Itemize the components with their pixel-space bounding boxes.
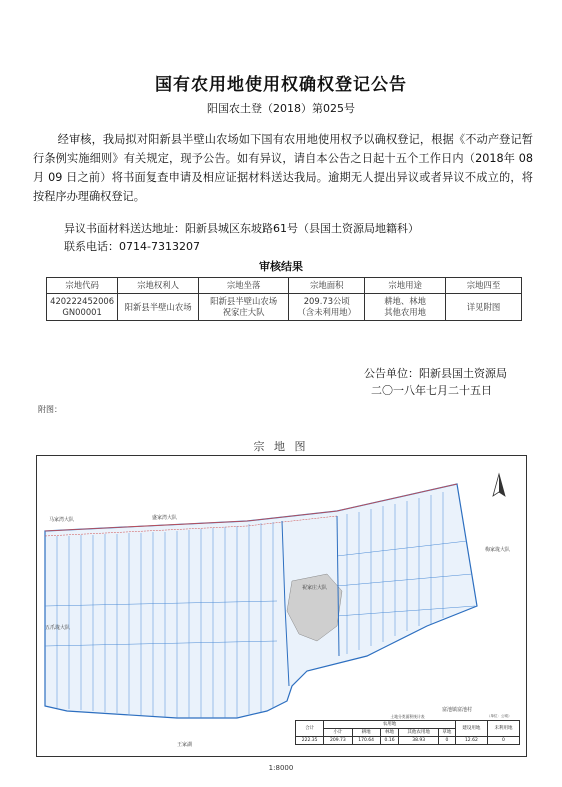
area-value-subtotal: 209.73 [324,737,352,745]
area-line-1: 209.73公顷 [303,296,350,306]
area-header-unused: 未利用地 [487,721,519,737]
header-cell-area: 宗地面积 [289,278,365,294]
table-row [47,294,522,321]
code-line-2: GN00001 [62,307,102,317]
cell-owner: 阳新县半壁山农场 [118,294,199,321]
code-line-1: 420222452006 [50,296,115,306]
label-wangjialu: 盛家湾大队 [152,515,178,521]
location-line-1: 阳新县半壁山农场 [210,296,278,306]
area-header-total: 合计 [296,721,324,737]
area-table-caption: 土地分类面积统计表 [390,714,425,719]
review-result-title: 审核结果 [259,260,303,273]
area-value-other: 38.93 [399,737,439,745]
area-value-forest: 0.16 [380,737,399,745]
header-cell-owner: 宗地权利人 [118,278,199,294]
area-value-total: 222.35 [296,737,324,745]
parcel-map [36,455,527,757]
announcement-date: 二〇一八年七月二十五日 [371,384,492,397]
label-wangjiahu: 王家湖 [177,742,193,748]
label-fuchi: 富池镇富池村 [442,707,473,713]
cell-area [289,294,365,321]
area-value-build: 12.62 [455,737,487,745]
area-header-agri: 农用地 [324,721,456,729]
page-title: 国有农用地使用权确权登记公告 [155,75,407,95]
area-value-farm: 170.64 [352,737,380,745]
use-line-2: 其他农用地 [384,307,427,317]
cell-code [47,294,118,321]
header-cell-boundary: 宗地四至 [446,278,522,294]
cell-boundary: 详见附图 [446,294,522,321]
label-wulonggang: 五爪垅大队 [45,625,71,631]
map-scale: 1:8000 [268,764,294,772]
area-header-farm: 耕地 [352,729,380,737]
header-cell-code: 宗地代码 [47,278,118,294]
area-value-garden: 0 [439,737,456,745]
map-title: 宗 地 图 [253,440,309,453]
area-header-other: 其他农用地 [399,729,439,737]
label-zhujiazhuang: 祝家庄大队 [302,585,328,591]
area-header-garden: 草地 [439,729,456,737]
area-value-unused: 0 [487,737,519,745]
area-table-unit: （单位：公顷） [487,714,512,718]
document-number: 阳国农土登（2018）第025号 [207,102,355,115]
area-header-build: 建设用地 [455,721,487,737]
area-header-subtotal: 小计 [324,729,352,737]
label-majiawan: 马家湾大队 [49,517,75,523]
land-area-table [295,720,520,745]
header-cell-location: 宗地坐落 [199,278,289,294]
announcement-paragraph: 经审核，我局拟对阳新县半壁山农场如下国有农用地使用权予以确权登记，根据《不动产登记暂行条例实施细则》有关规定，现予公告。如有异议，请自本公告之日起十五个工作日内（2018年 08 月 09 日之前）将书面复查申请及相应证据材料送达我局。逾期无人提出异议或者异议不成立的，将按程序办理确权登记。 [33,133,533,203]
review-table [46,277,522,321]
review-table-header [47,278,522,294]
objection-address: 异议书面材料送达地址：阳新县城区东坡路61号（县国土资源局地籍科） [64,222,419,235]
contact-phone: 联系电话：0714-7313207 [64,240,200,253]
label-meijialong: 梅家垅大队 [485,547,511,553]
north-arrow-icon [493,474,505,496]
attachment-label: 附图： [38,405,62,414]
cell-location [199,294,289,321]
area-header-forest: 林地 [380,729,399,737]
header-cell-use: 宗地用途 [365,278,446,294]
use-line-1: 耕地、林地 [384,296,427,306]
location-line-2: 祝家庄大队 [222,307,265,317]
area-line-2: （含未利用地） [297,307,357,317]
cell-use [365,294,446,321]
announcing-unit: 公告单位：阳新县国土资源局 [364,367,507,380]
table-row [296,737,520,745]
